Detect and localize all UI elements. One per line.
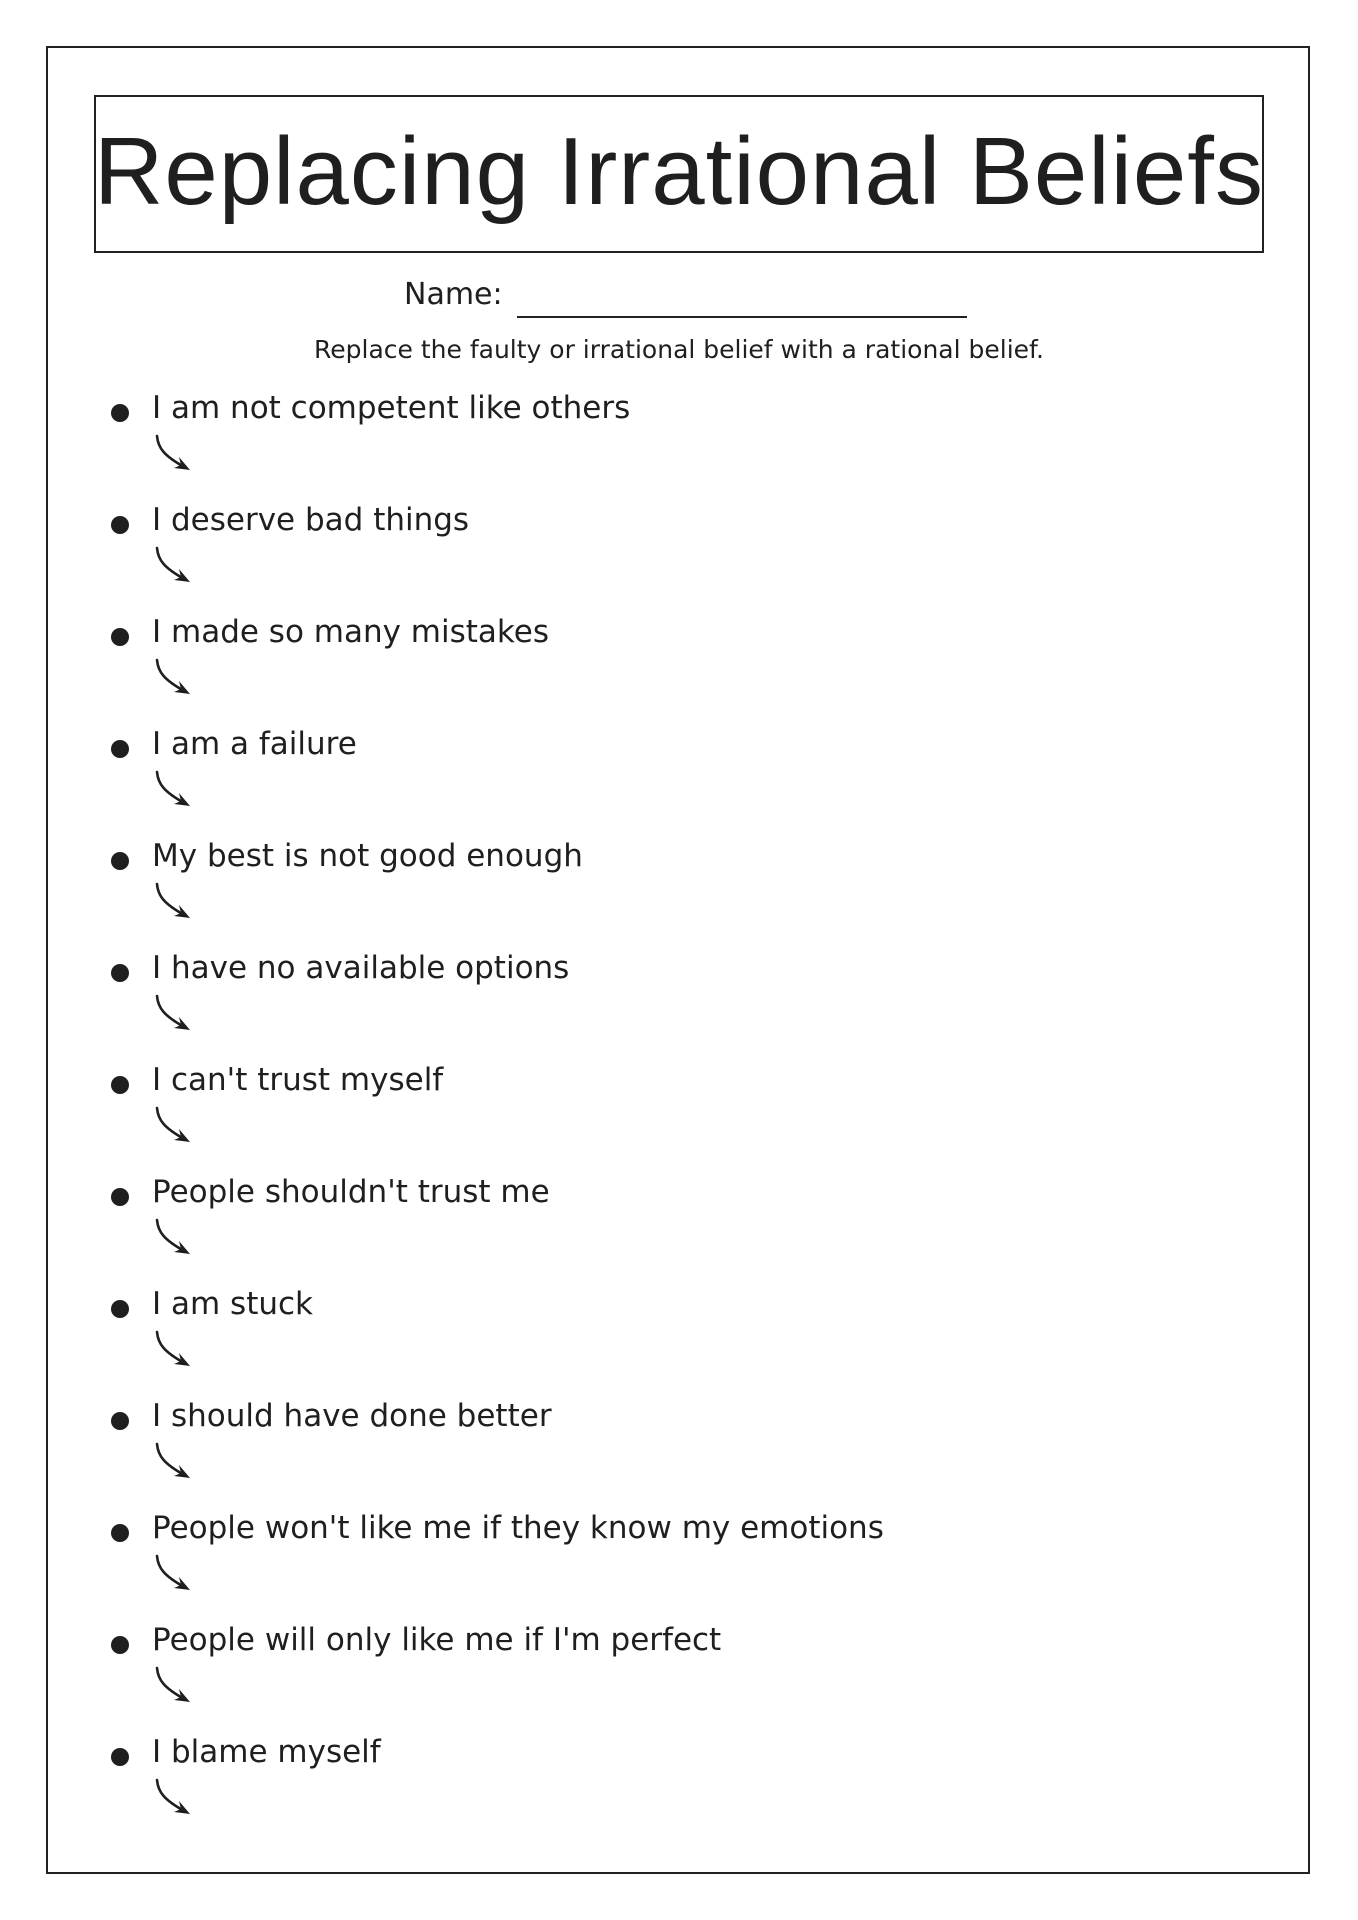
bullet-dot-icon: [111, 740, 129, 758]
name-field[interactable]: [517, 316, 967, 318]
curved-arrow-down-right-icon: [154, 1106, 196, 1148]
belief-item: [0, 608, 1358, 720]
title-box: [94, 95, 1264, 253]
curved-arrow-down-right-icon: [154, 770, 196, 812]
bullet-dot-icon: [111, 964, 129, 982]
curved-arrow-down-right-icon: [154, 1666, 196, 1708]
belief-text: I am stuck: [152, 1286, 313, 1322]
bullet-dot-icon: [111, 1524, 129, 1542]
belief-item: [0, 944, 1358, 1056]
belief-text: I can't trust myself: [152, 1062, 444, 1098]
belief-text: I am not competent like others: [152, 390, 631, 426]
belief-item: [0, 1168, 1358, 1280]
bullet-dot-icon: [111, 1636, 129, 1654]
belief-text: People will only like me if I'm perfect: [152, 1622, 722, 1658]
belief-text: My best is not good enough: [152, 838, 583, 874]
belief-text: I blame myself: [152, 1734, 381, 1770]
bullet-dot-icon: [111, 1188, 129, 1206]
belief-text: I am a failure: [152, 726, 357, 762]
belief-item: [0, 1728, 1358, 1840]
belief-item: [0, 1056, 1358, 1168]
belief-item: [0, 384, 1358, 496]
name-label: Name:: [404, 277, 503, 312]
bullet-dot-icon: [111, 516, 129, 534]
belief-item: [0, 1280, 1358, 1392]
belief-text: I have no available options: [152, 950, 570, 986]
curved-arrow-down-right-icon: [154, 1554, 196, 1596]
page-title: Replacing Irrational Beliefs: [94, 118, 1264, 225]
curved-arrow-down-right-icon: [154, 1330, 196, 1372]
belief-list: [0, 384, 1358, 1840]
belief-item: [0, 1392, 1358, 1504]
curved-arrow-down-right-icon: [154, 658, 196, 700]
curved-arrow-down-right-icon: [154, 434, 196, 476]
bullet-dot-icon: [111, 1748, 129, 1766]
bullet-dot-icon: [111, 1300, 129, 1318]
belief-text: I made so many mistakes: [152, 614, 549, 650]
name-row: [404, 270, 967, 310]
belief-text: I deserve bad things: [152, 502, 470, 538]
belief-text: People shouldn't trust me: [152, 1174, 550, 1210]
instructions-text: Replace the faulty or irrational belief with a rational belief.: [314, 335, 1044, 364]
belief-item: [0, 496, 1358, 608]
curved-arrow-down-right-icon: [154, 546, 196, 588]
belief-item: [0, 1504, 1358, 1616]
curved-arrow-down-right-icon: [154, 882, 196, 924]
curved-arrow-down-right-icon: [154, 1218, 196, 1260]
belief-text: People won't like me if they know my emotions: [152, 1510, 884, 1546]
curved-arrow-down-right-icon: [154, 994, 196, 1036]
belief-item: [0, 720, 1358, 832]
bullet-dot-icon: [111, 404, 129, 422]
curved-arrow-down-right-icon: [154, 1442, 196, 1484]
bullet-dot-icon: [111, 1412, 129, 1430]
belief-text: I should have done better: [152, 1398, 552, 1434]
belief-item: [0, 1616, 1358, 1728]
bullet-dot-icon: [111, 852, 129, 870]
bullet-dot-icon: [111, 628, 129, 646]
belief-item: [0, 832, 1358, 944]
curved-arrow-down-right-icon: [154, 1778, 196, 1820]
bullet-dot-icon: [111, 1076, 129, 1094]
